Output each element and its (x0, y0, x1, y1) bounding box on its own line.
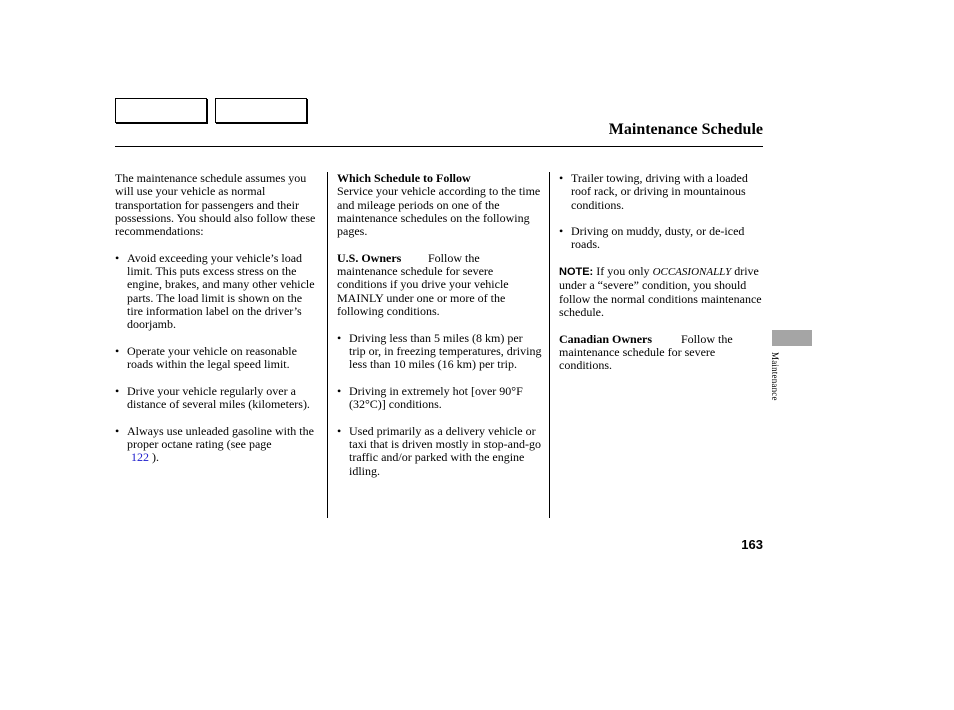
note-emphasis: OCCASIONALLY (652, 266, 732, 279)
bullet-icon: • (115, 423, 120, 438)
list-item (559, 172, 764, 212)
column-middle (337, 172, 542, 478)
list-item-text: Trailer towing, driving with a loaded roof rack, or driving in mountainous conditions. (571, 171, 748, 212)
page-reference-link[interactable]: 122 (131, 450, 149, 465)
page-number: 163 (741, 537, 763, 552)
bullet-icon: • (559, 224, 564, 239)
us-owners-heading: U.S. Owners (337, 250, 402, 265)
section-tab[interactable] (772, 330, 812, 346)
note-paragraph (559, 265, 764, 319)
column-divider (549, 172, 550, 518)
list-item (337, 425, 542, 478)
nav-button-index[interactable] (215, 98, 307, 123)
note-label: NOTE: (559, 266, 594, 279)
list-item-text: Driving on muddy, dusty, or de-iced roads. (571, 224, 745, 252)
intro-paragraph: The maintenance schedule assumes you will use your vehicle as normal transportation for passengers and their possessions. You should also follow these recommendations: (115, 171, 316, 239)
list-item (337, 332, 542, 372)
list-item (337, 385, 542, 412)
bullet-icon: • (559, 171, 564, 185)
us-owners-paragraph (337, 252, 542, 318)
schedule-intro-paragraph: Service your vehicle according to the time and mileage periods on one of the maintenance schedules on the following pages. (337, 184, 541, 239)
list-item-text: Avoid exceeding your vehicle’s load limit. This puts excess stress on the engine, brakes, and many other vehicle parts. The load limit is shown on the tire information label on the driver’s doorjamb. (127, 250, 315, 332)
section-heading: Which Schedule to Follow (337, 171, 471, 185)
column-divider (327, 172, 328, 518)
column-left (115, 172, 320, 465)
list-item (115, 345, 320, 372)
bullet-icon: • (337, 383, 342, 398)
page-title: Maintenance Schedule (608, 121, 763, 138)
list-item-text: Drive your vehicle regularly over a distance of several miles (kilometers). (127, 383, 310, 412)
section-tab-label: Maintenance (770, 352, 780, 401)
bullet-icon: • (337, 330, 342, 345)
list-item (559, 225, 764, 252)
nav-button-contents[interactable] (115, 98, 207, 123)
list-item-text: Used primarily as a delivery vehicle or taxi that is driven mostly in stop-and-go traffic and/or parked with the engine idling. (349, 423, 541, 478)
canadian-owners-text: Follow the maintenance schedule for severe conditions. (559, 331, 733, 373)
list-item (115, 425, 320, 465)
bullet-icon: • (115, 383, 120, 398)
note-text-post: drive under a “severe” condition, you should follow the normal conditions maintenance schedule. (559, 264, 762, 319)
bullet-icon: • (337, 423, 342, 438)
list-item (115, 385, 320, 412)
canadian-owners-heading: Canadian Owners (559, 331, 653, 346)
bullet-icon: • (115, 250, 120, 265)
list-item-text: Driving in extremely hot [over 90°F (32°C)] conditions. (349, 383, 523, 412)
us-owners-text: Follow the maintenance schedule for severe conditions if you drive your vehicle MAINLY under one or more of the following conditions. (337, 250, 509, 318)
note-text-pre: If you only (596, 264, 650, 279)
title-divider (115, 146, 763, 147)
canadian-owners-paragraph (559, 333, 764, 373)
list-item-text: Always use unleaded gasoline with the proper octane rating (see page (127, 423, 314, 451)
list-item (115, 252, 320, 332)
list-item-text-tail: ). (152, 450, 159, 465)
bullet-icon: • (115, 343, 120, 358)
column-right (559, 172, 764, 372)
list-item-text: Driving less than 5 miles (8 km) per trip or, in freezing temperatures, driving less than 10 miles (16 km) per trip. (349, 330, 542, 372)
list-item-text: Operate your vehicle on reasonable roads within the legal speed limit. (127, 343, 297, 372)
